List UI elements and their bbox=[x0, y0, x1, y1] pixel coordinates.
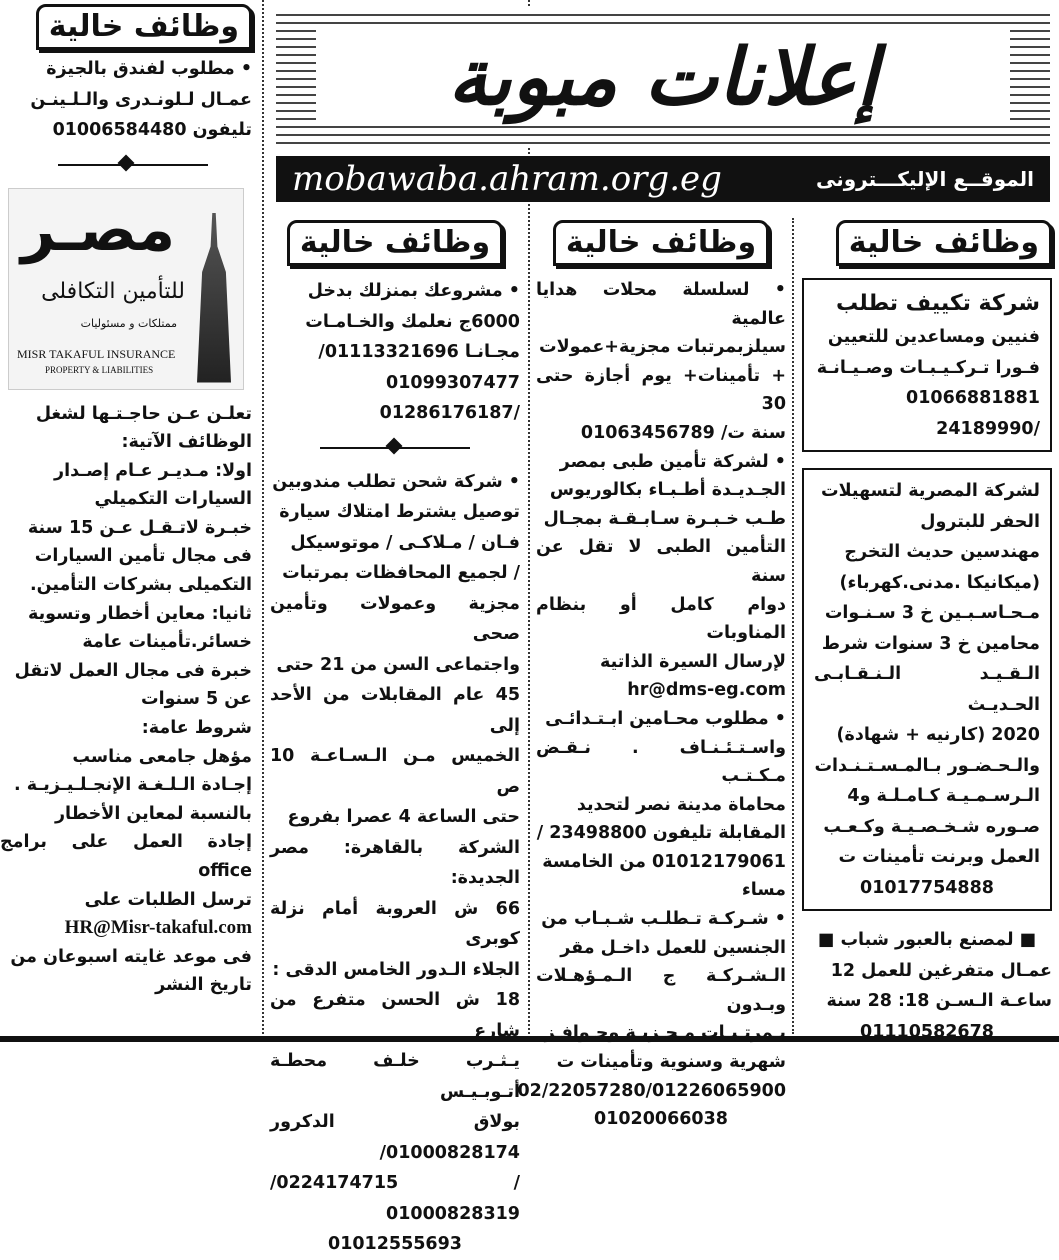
ad-line: فـورا تـركـيـبـات وصـيـانـة bbox=[816, 357, 1040, 378]
ad-line: شروط عامة: bbox=[141, 718, 252, 739]
ad-line: محامين خ 3 سنوات شرط bbox=[821, 633, 1040, 654]
ad-line: الـقـيـد الـنـقـابـى الحـديـث bbox=[814, 664, 1040, 715]
column-mid-right bbox=[517, 220, 786, 1134]
ad-line: عمـال متفرغين للعمل 12 bbox=[830, 960, 1052, 981]
ad-line: توصيل يشترط امتلاك سيارة bbox=[279, 502, 520, 522]
website-label: الموقــع الإليكـــترونى bbox=[815, 167, 1034, 191]
ad-line: واسـتـئـنـاف . نـقـض مـكـتـب bbox=[536, 737, 786, 787]
ad-line: العمل وبرنت تأمينات ت bbox=[838, 847, 1040, 867]
ad-line: خبـرة لاتـقـل عـن 15 سنة bbox=[27, 517, 252, 538]
ad-line: مـحـاسـبـين خ 3 سـنـوات bbox=[824, 603, 1040, 623]
ad-line: عمـال لـلونـدرى والـلـينـن bbox=[30, 89, 252, 110]
ad-line: 01066881881 /24189990 bbox=[906, 388, 1040, 439]
ad-line: مؤهل جامعى مناسب bbox=[72, 746, 252, 767]
ad-line: الجلاء الـدور الخامس الدقى : bbox=[272, 959, 520, 980]
email-link[interactable]: hr@dms-eg.com bbox=[627, 680, 786, 701]
ad-line: سيلزبمرتبات مجزية+عمولات bbox=[539, 337, 786, 358]
ad-line: تليفون 01006584480 bbox=[52, 120, 252, 140]
ad-line: الحفر للبترول bbox=[920, 511, 1040, 532]
ad-line: شهرية وسنوية وتأمينات ت bbox=[556, 1052, 786, 1073]
ad-line: 2020 (كارنيه + شهادة) bbox=[836, 725, 1040, 745]
ad-line: الجـديـدة أطـبـاء بكالوريوس bbox=[549, 480, 786, 501]
classifieds-header bbox=[276, 8, 1050, 204]
ad-line: اولا: مـديـر عـام إصـدار bbox=[54, 460, 252, 481]
ad-line: مهندسين حديث التخرج bbox=[844, 542, 1040, 562]
ad-line: تعلـن عـن حاجـتـها لشغل bbox=[35, 403, 252, 424]
tower-icon bbox=[197, 213, 231, 383]
section-banner: وظائف خالية bbox=[553, 220, 769, 266]
ad-line: يـثـرب خلـف محطـة أتـوبـيـس bbox=[270, 1051, 520, 1102]
ad-line: عن 5 سنوات bbox=[141, 689, 252, 710]
ad-line: الوظائف الآتية: bbox=[121, 432, 252, 453]
ad-line: تاريخ النشر bbox=[155, 975, 252, 996]
ad-line: التكميلى بشركات التأمين. bbox=[29, 575, 252, 596]
ad-line: المقابلة تليفون 23498800 / bbox=[536, 823, 786, 844]
ad-line: الـرسـمـيـة كـامـلـة و4 bbox=[847, 786, 1040, 806]
ad-line: لإرسال السيرة الذاتية bbox=[600, 651, 786, 672]
logo-arabic-sub: للتأمين التكافلى bbox=[41, 278, 185, 304]
column-separator bbox=[262, 0, 264, 1034]
ad-line: الشركة بالقاهرة: مصر الجديدة: bbox=[270, 837, 520, 888]
ad-line: سنة ت/ 01063456789 bbox=[580, 422, 786, 443]
ad-line: • مطلوب محـامين ابـتـدائـى bbox=[545, 708, 786, 729]
email-link[interactable]: HR@Misr-takaful.com bbox=[64, 917, 252, 939]
column-separator bbox=[792, 218, 794, 1034]
logo-arabic-big: مصـر bbox=[21, 194, 176, 265]
logo-arabic-small: ممتلكات و مسئوليات bbox=[80, 316, 177, 330]
ad-divider bbox=[0, 152, 252, 178]
ad-line: • مشروعك بمنزلك بدخل bbox=[307, 281, 520, 301]
ad-line: • لشركة تأمين طبى بمصر bbox=[559, 451, 786, 472]
ad-line: حتى الساعة 4 عصرا بفروع bbox=[287, 807, 520, 827]
ad-line: ترسل الطلبات على bbox=[84, 889, 252, 910]
ad-line: ■ لمصنع بالعبور شباب ■ bbox=[817, 930, 1037, 950]
ad-line: فى مجال تأمين السيارات bbox=[34, 546, 252, 567]
ad-line: • مطلوب لفندق بالجيزة bbox=[46, 59, 252, 79]
ad-line: / 0224174715/ 01000828319 bbox=[270, 1173, 520, 1224]
ad-line: الـشـركـة ج الـمـؤهـلات وبـدون bbox=[536, 966, 786, 1015]
ad-line: 01012555693 bbox=[328, 1234, 462, 1254]
header-title: إعلانات مبوبة bbox=[316, 30, 1010, 126]
ad-line: دوام كامل أو بنظام المناوبات bbox=[536, 594, 786, 644]
ad-line: ثانيا: معاين أخطار وتسوية bbox=[27, 603, 252, 624]
divider-diamond bbox=[386, 437, 403, 454]
column-mid-left bbox=[270, 220, 520, 1260]
ad-line: خبرة فى مجال العمل لاتقل bbox=[14, 660, 252, 681]
ad-line: • شـركـة تـطلـب شـبـاب من bbox=[541, 909, 786, 930]
ad-line: محاماة مدينة نصر لتحديد bbox=[576, 794, 786, 815]
ad-line: مجزية وعمولات وتأمين صحى bbox=[270, 593, 520, 644]
ad-line: صـوره شـخـصـيـة وكـعـب bbox=[823, 816, 1040, 837]
ad-line: (ميكانيكا .مدنى.كهرباء) bbox=[839, 572, 1040, 593]
ad-line: خسائر.تأمينات عامة bbox=[82, 632, 252, 653]
section-banner: وظائف خالية bbox=[36, 4, 252, 50]
divider-diamond bbox=[118, 154, 135, 171]
ad-line: 18 ش الحسن متفرع من شارع bbox=[270, 990, 520, 1041]
ad-line: مساء bbox=[741, 880, 786, 901]
ad-line: • لسلسلة محلات هدايا عالمية bbox=[536, 280, 786, 329]
ad-line: 01020066038 bbox=[594, 1109, 728, 1130]
ad-line: فـان / مـلاكـى / موتوسيكل bbox=[290, 532, 520, 553]
ad-line: إجادة العمل على برامج office bbox=[0, 832, 252, 881]
ad-line: إجـادة الـلـغـة الإنجـلـيـزيـة . bbox=[13, 775, 252, 796]
ad-line: 01017754888 bbox=[860, 877, 994, 898]
ad-box-title: شركة تكييف تطلب bbox=[836, 291, 1040, 316]
ad-line: 66 ش العروبة أمام نزلة كوبرى bbox=[270, 898, 520, 949]
ad-line: 01099307477 /01286176187 bbox=[379, 372, 520, 423]
website-url[interactable]: mobawaba.ahram.org.eg bbox=[292, 159, 722, 199]
column-far-left bbox=[0, 0, 252, 1000]
column-right bbox=[802, 220, 1052, 1047]
ad-line: والـحـضـور بـالمـسـتـنـدات bbox=[814, 755, 1040, 776]
ad-line: السيارات التكميلي bbox=[94, 489, 252, 510]
ad-line: فى موعد غايته اسبوعان من bbox=[10, 946, 252, 967]
ad-box-petroleum bbox=[802, 468, 1052, 911]
website-bar bbox=[276, 156, 1050, 202]
ad-line: 02/22057280/01226065900 bbox=[517, 1080, 786, 1101]
ad-line: + تأمينات+ يوم أجازة حتى 30 bbox=[536, 365, 786, 415]
ad-line: بالنسبة لمعاين الأخطار bbox=[54, 803, 252, 824]
ad-line: واجتماعى السن من 21 حتى bbox=[276, 654, 520, 675]
misr-takaful-ad bbox=[0, 400, 252, 1000]
section-banner: وظائف خالية bbox=[287, 220, 503, 266]
ad-line: ساعـة الـسـن 18: 28 سنة bbox=[826, 991, 1052, 1011]
ad-line: بـمرتـبـات مـجـزيـة وحـوافـز bbox=[544, 1023, 786, 1044]
misr-takaful-logo bbox=[8, 188, 244, 390]
ad-divider bbox=[270, 435, 520, 461]
ad-line: • شركة شحن تطلب مندوبين bbox=[272, 471, 520, 492]
ad-line: الخميس مـن الـسـاعـة 10 ص bbox=[270, 746, 520, 797]
logo-english-sub: PROPERTY & LIABILITIES bbox=[45, 364, 154, 375]
ad-box-ac-company bbox=[802, 278, 1052, 452]
ad-line: 01012179061 من الخامسة bbox=[542, 851, 786, 872]
ad-line: 01110582678 bbox=[860, 1021, 994, 1042]
ad-line: الجنسين للعمل داخـل مقر bbox=[560, 937, 786, 958]
ad-line: 6000ج نعلمك والخـامـات bbox=[305, 311, 520, 332]
ad-line: لشركة المصرية لتسهيلات bbox=[821, 481, 1040, 501]
ad-line: التأمين الطبى لا تقل عن سنة bbox=[536, 537, 786, 586]
ad-line: 45 عام المقابلات من الأحد إلى bbox=[270, 685, 520, 736]
ad-line: / لجميع المحافظات بمرتبات bbox=[282, 563, 520, 583]
section-banner: وظائف خالية bbox=[836, 220, 1052, 266]
logo-english-name: MISR TAKAFUL INSURANCE bbox=[17, 346, 176, 361]
ad-factory bbox=[802, 925, 1052, 1047]
ad-line: طـب خـبـرة سـابـقـة بمجـال bbox=[543, 508, 786, 529]
ad-line: فنيين ومساعدين للتعيين bbox=[827, 327, 1040, 347]
ad-line: بولاق الدكرور 01000828174/ bbox=[270, 1112, 520, 1163]
ad-line: مجـانـا 01113321696/ bbox=[318, 342, 520, 362]
